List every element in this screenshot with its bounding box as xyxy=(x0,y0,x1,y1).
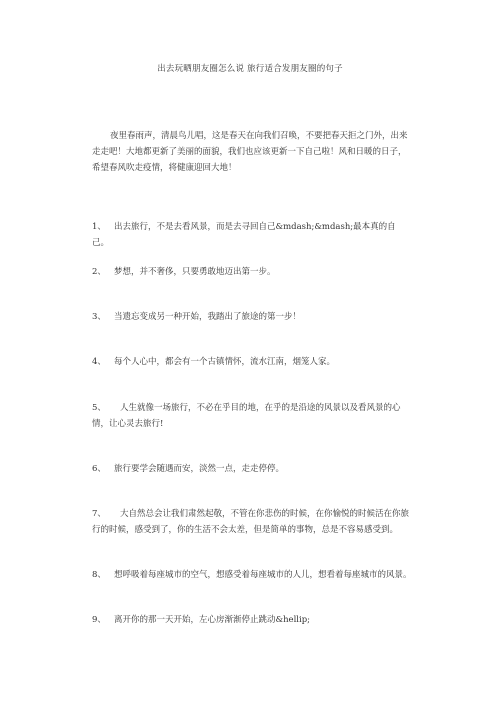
item-text: 旅行要学会随遇而安，淡然一点，走走停停。 xyxy=(114,464,285,474)
list-item xyxy=(92,461,412,477)
item-number: 8、 xyxy=(92,570,106,580)
item-text: 当遗忘变成另一种开始，我踏出了旅途的第一步！ xyxy=(114,312,302,322)
list-item xyxy=(92,309,412,325)
list-item xyxy=(92,612,412,628)
item-number: 2、 xyxy=(92,267,106,277)
item-number: 6、 xyxy=(92,464,106,474)
list-item xyxy=(92,506,412,538)
item-text: 每个人心中，都会有一个古镇情怀，流水江南，烟笼人家。 xyxy=(114,357,336,367)
item-text: 想呼吸着每座城市的空气，想感受着每座城市的人儿，想看着每座城市的风景。 xyxy=(114,570,412,580)
list-item xyxy=(92,219,412,251)
list-item xyxy=(92,567,412,583)
list-item xyxy=(92,400,412,432)
list-item xyxy=(92,354,412,370)
intro-paragraph: 夜里春雨声，清晨鸟儿唱，这是春天在向我们召唤，不要把春天拒之门外，出来走走吧！大地都更新了美丽的面貌，我们也应该更新一下自己啦！风和日暖的日子，希望春风吹走疫情，将健康迎回大地！ xyxy=(92,131,408,173)
item-text: 大自然总会让我们肃然起敬，不管在你悲伤的时候，在你愉悦的时候活在你旅行的时候，感受到了，你的生活不会太差，但是简单的事物，总是不容易感受到。 xyxy=(92,509,410,535)
item-number: 7、 xyxy=(92,509,106,519)
item-number: 5、 xyxy=(92,403,106,413)
item-text: 离开你的那一天开始，左心房渐渐停止跳动&hellip; xyxy=(114,615,311,625)
item-text: 人生就像一场旅行，不必在乎目的地，在乎的是沿途的风景以及看风景的心情，让心灵去旅行! xyxy=(92,403,401,429)
item-number: 1、 xyxy=(92,222,106,232)
page-title: 出去玩晒朋友圈怎么说 旅行适合发朋友圈的句子 xyxy=(157,64,343,74)
item-text: 梦想，并不奢侈，只要勇敢地迈出第一步。 xyxy=(114,267,276,277)
item-number: 9、 xyxy=(92,615,106,625)
item-text: 出去旅行，不是去看风景，而是去寻回自己&mdash;&mdash;最本真的自己。 xyxy=(92,222,396,248)
item-number: 4、 xyxy=(92,357,106,367)
item-number: 3、 xyxy=(92,312,106,322)
list-item xyxy=(92,264,412,280)
